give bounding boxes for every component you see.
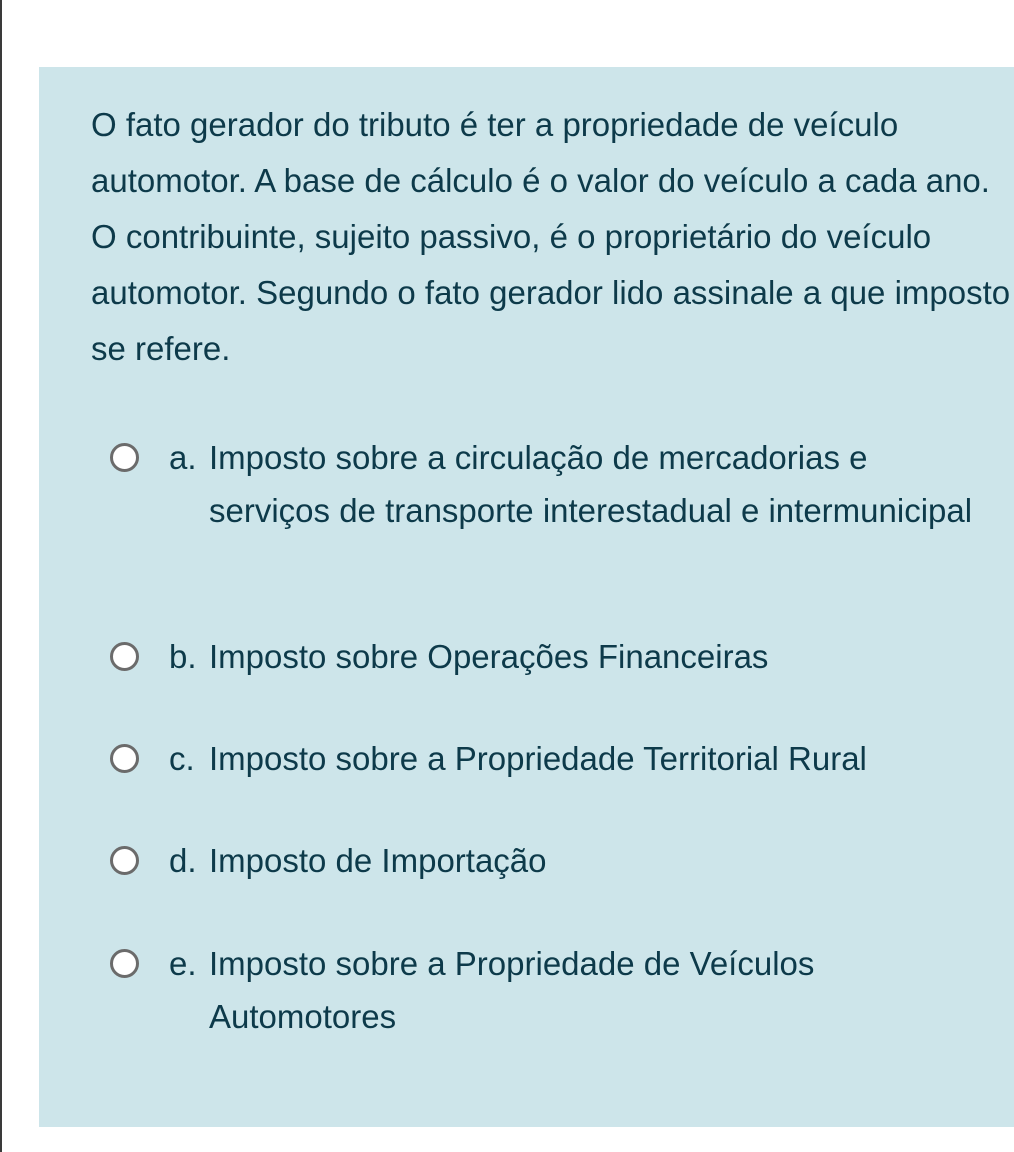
option-d-label[interactable] <box>169 834 989 887</box>
option-b-prefix: b. <box>169 638 197 675</box>
option-a-label[interactable] <box>169 431 989 537</box>
option-c-label[interactable] <box>169 732 989 785</box>
option-d-text: Imposto de Importação <box>209 842 547 879</box>
option-c-text: Imposto sobre a Propriedade Territorial Rural <box>209 740 867 777</box>
option-c-prefix: c. <box>169 740 195 777</box>
option-a-prefix: a. <box>169 439 197 476</box>
option-c-radio[interactable] <box>110 744 139 773</box>
question-text: O fato gerador do tributo é ter a propriedade de veículo automotor. A base de cálculo é o valor do veículo a cada ano. O contribuinte, sujeito passivo, é o proprietário do veículo automotor. Segundo o fato gerador lido assinale a que imposto se refere. <box>91 106 1011 367</box>
option-e-text: Imposto sobre a Propriedade de Veículos Automotores <box>209 945 815 1035</box>
option-a-radio[interactable] <box>110 443 139 472</box>
option-a-text: Imposto sobre a circulação de mercadorias e serviços de transporte interestadual e intermunicipal <box>209 439 973 529</box>
window-edge <box>0 0 2 1152</box>
option-e-radio[interactable] <box>110 949 139 978</box>
option-d-prefix: d. <box>169 842 197 879</box>
option-b-text: Imposto sobre Operações Financeiras <box>209 638 769 675</box>
option-d-radio[interactable] <box>110 846 139 875</box>
question-card <box>39 67 1014 1127</box>
option-b-label[interactable] <box>169 630 989 683</box>
option-e-label[interactable] <box>169 937 989 1043</box>
option-e-prefix: e. <box>169 945 197 982</box>
option-b-radio[interactable] <box>110 642 139 671</box>
answer-options <box>39 67 1014 1127</box>
